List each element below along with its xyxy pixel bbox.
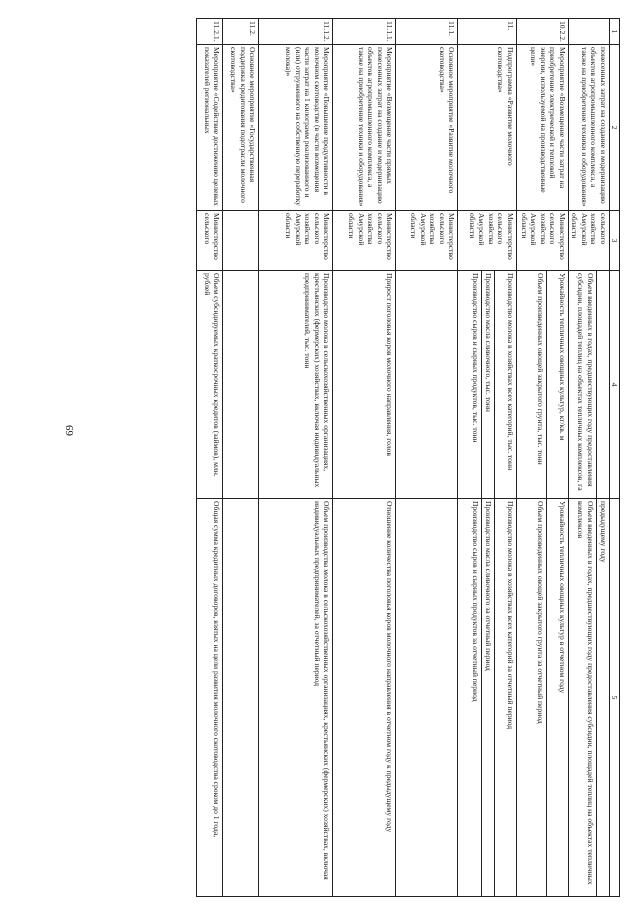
table-row: [333, 19, 396, 897]
indicator-description: Общая сумма кредитных договоров, взятых на цели развития молочного скотоводства сроком до 1 года,: [197, 499, 223, 897]
indicator-description: Объем производства молока в сельскохозяйственных организациях, крестьянских (фермерских) хозяйствах, включая индивидуальных предпринимателей, за отчетный период: [259, 499, 333, 897]
indicator-description: Урожайность тепличных овощных культур в отчетном году: [546, 499, 568, 897]
indicator-name: [396, 271, 458, 499]
table-row: [396, 19, 458, 897]
indicator-description: [223, 499, 259, 897]
responsible-executor: Министерство сельского хозяйства Амурской области: [259, 211, 333, 271]
responsible-executor: сельского хозяйства Амурской области: [568, 211, 609, 271]
header-cell-1: 1: [609, 19, 619, 45]
indicator-name: [223, 271, 259, 499]
measure-name: Мероприятие «Возмещение части прямых понесенных затрат на создание и модернизацию объектов агропромышленного комплекса, а также на приобретение техники и оборудования»: [333, 45, 396, 211]
table-row: [494, 19, 516, 897]
indicator-name: Производство масла сливочного, тыс. тонн: [482, 271, 494, 499]
row-number: 10.2.2.: [516, 19, 568, 45]
header-cell-2: 2: [609, 45, 619, 211]
header-cell-5: 5: [609, 499, 619, 897]
measure-name: Основное мероприятие «Государственная поддержка кредитования подотрасли молочного скотоводства»: [223, 45, 259, 211]
measure-name: понесенных затрат на создание и модернизацию объектов агропромышленного комплекса, а также на приобретение техники и оборудования»: [568, 45, 609, 211]
indicator-description: Объем введенных в годах, предшествующих году предоставления субсидии, площадей теплиц на объектах тепличных комплексов: [568, 499, 596, 897]
indicator-name: Производство молока в сельскохозяйственных организациях, крестьянских (фермерских) хозяйствах, включая индивидуальных предпринимателей, тыс. тонн: [259, 271, 333, 499]
measure-name: Основное мероприятие «Развитие молочного скотоводства»: [396, 45, 458, 211]
indicator-name: Объем введенных в годах, предшествующих году предоставления субсидии, площадей теплиц на объектах тепличных комплексов, га: [568, 271, 596, 499]
table-row: [197, 19, 223, 897]
row-number: 11.2.: [223, 19, 259, 45]
row-number: 11.2.1.: [197, 19, 223, 45]
responsible-executor: [223, 211, 259, 271]
page-number: 69: [64, 425, 76, 436]
row-number: 11.: [458, 19, 516, 45]
table-row: [259, 19, 333, 897]
indicator-name: Объем произведенных овощей закрытого грунта, тыс. тонн: [516, 271, 546, 499]
responsible-executor: Министерство сельского: [197, 211, 223, 271]
responsible-executor: Министерство сельского хозяйства Амурской области: [396, 211, 458, 271]
row-number: 11.1.: [396, 19, 458, 45]
measure-name: Мероприятие «Содействие достижению целевых показателей региональных: [197, 45, 223, 211]
row-number: 11.1.2.: [259, 19, 333, 45]
indicator-name: Производство молока в хозяйствах всех категорий, тыс. тонн: [494, 271, 516, 499]
measure-name: Подпрограмма «Развитие молочного скотоводства»: [458, 45, 516, 211]
indicators-table: [196, 18, 620, 897]
measure-name: Мероприятие «Возмещение части затрат на приобретение электрической и тепловой энергии, используемой на производственные цели»: [516, 45, 568, 211]
table-header-row: [609, 19, 619, 897]
table-row: [223, 19, 259, 897]
row-number: 11.1.1.: [333, 19, 396, 45]
indicator-name: Прирост поголовья коров молочного направления, голов: [333, 271, 396, 499]
indicator-description: Производство молока в хозяйствах всех категорий за отчетный период: [494, 499, 516, 897]
indicator-name: Урожайность тепличных овощных культур, кг/кв. м: [546, 271, 568, 499]
responsible-executor: Министерство сельского хозяйства Амурской области: [516, 211, 568, 271]
indicator-description: Производство сыров и сырных продуктов за отчетный период: [458, 499, 482, 897]
indicator-name: Производство сыров и сырных продуктов, тыс. тонн: [458, 271, 482, 499]
measure-name: Мероприятие «Повышение продуктивности в молочном скотоводстве (в части возмещения части затрат на 1 килограмм реализованного и (или) отгруженного на собственную переработку молока)»: [259, 45, 333, 211]
table-row: [596, 19, 609, 897]
header-cell-4: 4: [609, 271, 619, 499]
rotated-page-content: [108, 18, 620, 896]
indicator-name: Объем субсидируемых краткосрочных кредитов (займов), млн. рублей: [197, 271, 223, 499]
row-number: [568, 19, 609, 45]
indicator-description: [396, 499, 458, 897]
indicator-description: Производство масла сливочного за отчетный период: [482, 499, 494, 897]
header-cell-3: 3: [609, 211, 619, 271]
table-row: [546, 19, 568, 897]
responsible-executor: Министерство сельского хозяйства Амурской области: [333, 211, 396, 271]
indicator-description: предыдущему году: [596, 499, 609, 897]
indicator-description: Объем произведенных овощей закрытого грунта за отчетный период: [516, 499, 546, 897]
indicator-name: [596, 271, 609, 499]
responsible-executor: Министерство сельского хозяйства Амурской области: [458, 211, 516, 271]
indicator-description: Отношение количества поголовья коров молочного направления в отчетном году к предыдущему году: [333, 499, 396, 897]
